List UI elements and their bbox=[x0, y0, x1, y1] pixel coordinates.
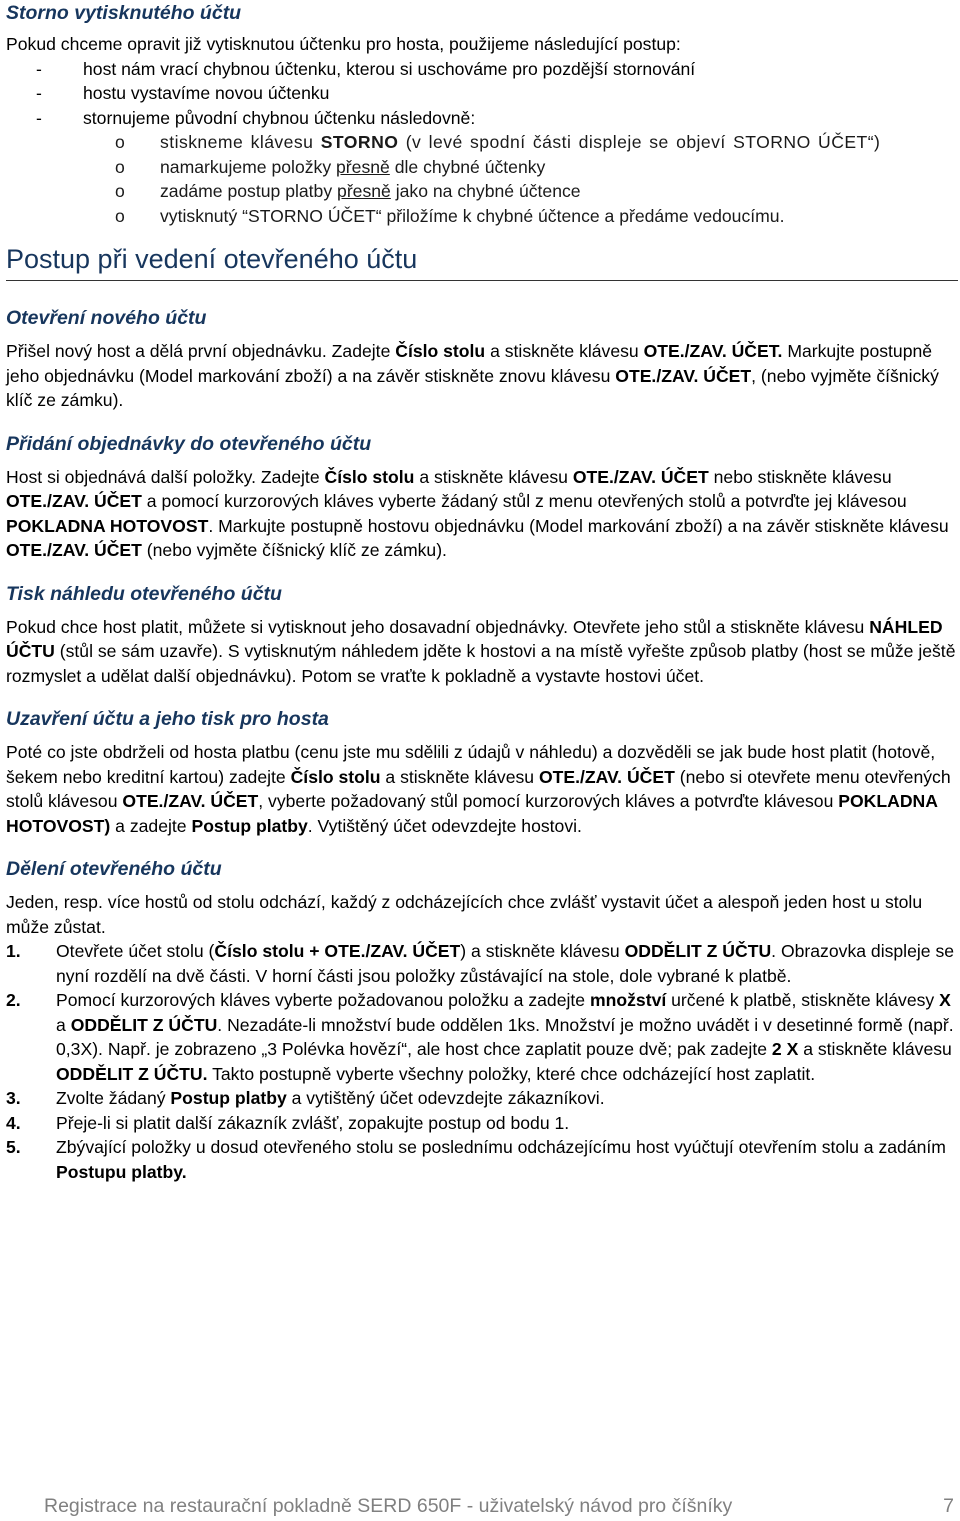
page-footer bbox=[44, 1493, 956, 1519]
storno-sub-list bbox=[6, 130, 958, 228]
list-item: - host nám vrací chybnou účtenku, kterou si uschováme pro pozdější stornování bbox=[36, 58, 696, 79]
list-item: 2. Pomocí kurzorových kláves vyberte požadovanou položku a zadejte množství určené k platbě, stiskněte klávesy X a ODDĚLIT Z ÚČTU. Nezadáte-li množství bude oddělen 1ks. Množství je možno uvádět i v desetinné formě (např. 0,3X). Např. je zobrazeno „3 Polévka hovězí“, ale host chce zaplatit pouze dvě; pak zadejte 2 X a stiskněte klávesu ODDĚLIT Z ÚČTU. Takto postupně vyberte všechny položky, které chce odcházející host zaplatit. bbox=[6, 990, 954, 1084]
section-paragraph: Poté co jste obdrželi od hosta platbu (cenu jste mu sdělili z údajů v náhledu) a dozvěděli se jak bude host platit (hotově, šekem nebo kreditní kartou) zadejte Číslo stolu a stiskněte klávesu OTE./ZAV. ÚČET (nebo si otevřete menu otevřených stolů klávesou OTE./ZAV. ÚČET, vyberte požadovaný stůl pomocí kurzorových kláves a potvrďte klávesou POKLADNA HOTOVOST) a zadejte Postup platby. Vytištěný účet odevzdejte hostovi. bbox=[6, 742, 951, 836]
section-heading: Přidání objednávky do otevřeného účtu bbox=[6, 432, 372, 455]
section-nahled bbox=[6, 581, 958, 689]
section-uzavreni bbox=[6, 706, 958, 838]
list-item: o zadáme postup platby přesně jako na chybné účtence bbox=[115, 181, 581, 201]
section-paragraph: Přišel nový host a dělá první objednávku. Zadejte Číslo stolu a stiskněte klávesu OTE./ZAV. ÚČET. Markujte postupně jeho objednávku (Model markování zboží) a na závěr stiskněte znovu klávesu OTE./ZAV. ÚČET, (nebo vyjměte číšnický klíč ze zámku). bbox=[6, 341, 939, 410]
list-item: 1. Otevřete účet stolu (Číslo stolu + OTE./ZAV. ÚČET) a stiskněte klávesu ODDĚLIT Z ÚČTU. Obrazovka displeje se nyní rozdělí na dvě části. V horní části jsou položky zůstávající na stole, dole vybrané k platbě. bbox=[6, 941, 955, 986]
section-deleni bbox=[6, 856, 958, 1184]
section-pridani bbox=[6, 431, 958, 563]
storno-dash-list bbox=[6, 57, 958, 131]
section-paragraph: Host si objednává další položky. Zadejte Číslo stolu a stiskněte klávesu OTE./ZAV. ÚČET nebo stiskněte klávesu OTE./ZAV. ÚČET a pomocí kurzorových kláves vyberte žádaný stůl z menu otevřených stolů a potvrďte jej klávesou POKLADNA HOTOVOST. Markujte postupně hostovu objednávku (Model markování zboží) a na závěr stiskněte klávesu OTE./ZAV. ÚČET (nebo vyjměte číšnický klíč ze zámku). bbox=[6, 466, 949, 560]
deleni-steps bbox=[6, 939, 958, 1184]
list-item: 5. Zbývající položky u dosud otevřeného stolu se poslednímu odcházejícímu host vyúčtují otevřením stolu a zadáním Postupu platby. bbox=[6, 1137, 946, 1182]
document-page bbox=[6, 0, 958, 1184]
section-heading: Otevření nového účtu bbox=[6, 307, 207, 329]
section-heading: Dělení otevřeného účtu bbox=[6, 858, 222, 880]
section-paragraph: Pokud chce host platit, můžete si vytisknout jeho dosavadní objednávky. Otevřete jeho stůl a stiskněte klávesu NÁHLED ÚČTU (stůl se sám uzavře). S vytisknutým náhledem jděte k hostovi a na místě vyřešte způsob platby (host se může ještě rozmyslet a udělat další objednávku). Potom se vraťte k pokladně a vystavte hostovi účet. bbox=[6, 616, 956, 686]
list-item: o stiskneme klávesu STORNO (v levé spodní části displeje se objeví STORNO ÚČET“) bbox=[115, 132, 881, 152]
section-heading: Uzavření účtu a jeho tisk pro hosta bbox=[6, 708, 329, 730]
list-item: 3. Zvolte žádaný Postup platby a vytištěný účet odevzdejte zákazníkovi. bbox=[6, 1088, 605, 1108]
section-heading: Tisk náhledu otevřeného účtu bbox=[6, 582, 282, 605]
list-item: o vytisknutý “STORNO ÚČET“ přiložíme k chybné účtence a předáme vedoucímu. bbox=[115, 205, 785, 226]
storno-intro: Pokud chceme opravit již vytisknutou účtenku pro hosta, použijeme následující postup: bbox=[6, 34, 681, 54]
main-heading: Postup při vedení otevřeného účtu bbox=[6, 242, 958, 281]
storno-heading: Storno vytisknutého účtu bbox=[6, 2, 242, 24]
list-item: 4. Přeje-li si platit další zákazník zvlášť, zopakujte postup od bodu 1. bbox=[6, 1112, 570, 1133]
section-otevreni bbox=[6, 305, 958, 413]
page-number: 7 bbox=[943, 1495, 954, 1517]
list-item: - stornujeme původní chybnou účtenku následovně: bbox=[36, 107, 476, 128]
list-item: - hostu vystavíme novou účtenku bbox=[36, 83, 330, 103]
footer-text: Registrace na restaurační pokladně SERD 650F - uživatelský návod pro číšníky bbox=[44, 1495, 733, 1517]
section-intro: Jeden, resp. více hostů od stolu odchází, každý z odcházejících chce zvlášť vystavit účet a alespoň jeden host u stolu může zůstat. bbox=[6, 892, 923, 937]
list-item: o namarkujeme položky přesně dle chybné účtenky bbox=[115, 156, 546, 177]
